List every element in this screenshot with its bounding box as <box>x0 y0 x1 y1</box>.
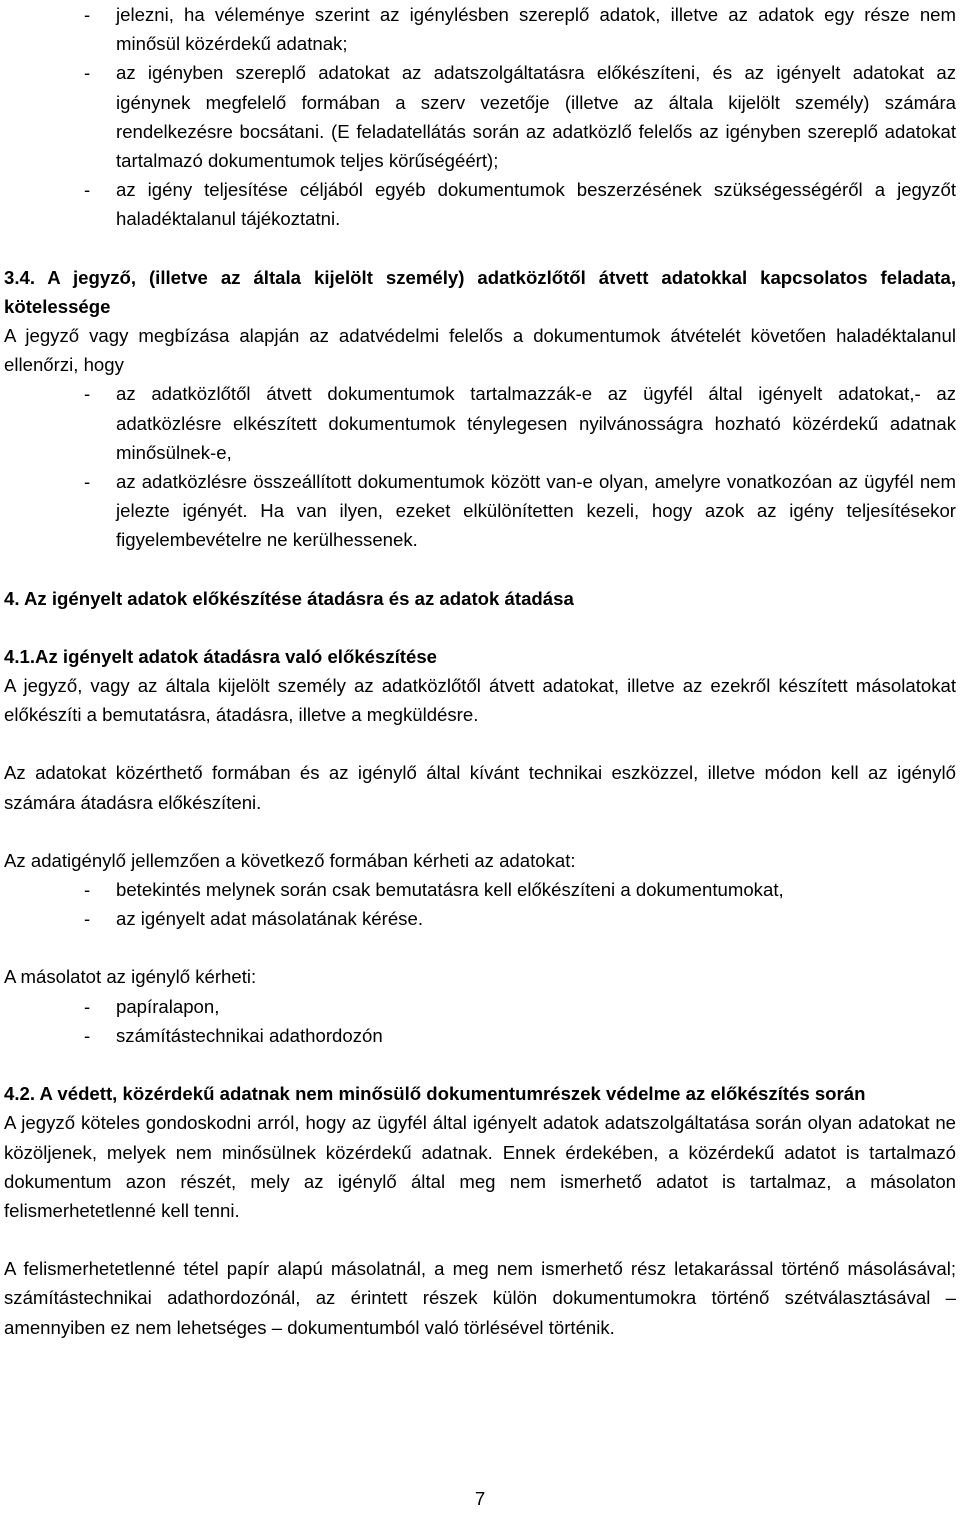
list-item-text: az igényelt adat másolatának kérése. <box>116 908 423 930</box>
list-item-text: az adatközlőtől átvett dokumentumok tartalmazzák-e az ügyfél által igényelt adatokat,- az adatközlésre elkészített dokumentumok ténylegesen nyilvánosságra hozható közérdekű adatnak minősülnek-e, <box>116 383 956 463</box>
list-dash: - <box>84 908 91 930</box>
section-4-1-para-3: Az adatigénylő jellemzően a következő formában kérheti az adatokat: <box>4 849 576 871</box>
section-heading-4-1: 4.1.Az igényelt adatok átadásra való előkészítése <box>4 645 438 667</box>
list-item-text: az adatközlésre összeállított dokumentumok között van-e olyan, amelyre vonatkozóan az ügyfél nem jelezte igényét. Ha van ilyen, ezeket elkülönítetten kezeli, hogy azok az igény teljesítésekor figyelembevételre ne kerülhessenek. <box>116 471 956 551</box>
list-item <box>4 904 956 933</box>
list-item <box>4 379 956 467</box>
section-heading-4: 4. Az igényelt adatok előkészítése átadásra és az adatok átadása <box>4 587 574 609</box>
section-3-4-intro: A jegyző vagy megbízása alapján az adatvédelmi felelős a dokumentumok átvételét követően haladéktalanul ellenőrzi, hogy <box>4 325 956 376</box>
section-heading-3-4: 3.4. A jegyző, (illetve az általa kijelölt személy) adatközlőtől átvett adatokkal kapcsolatos feladata, kötelessége <box>4 266 956 317</box>
list-item-text: betekintés melynek során csak bemutatásra kell előkészíteni a dokumentumokat, <box>116 879 784 901</box>
document-page <box>4 0 956 1342</box>
section-4-1-para-4: A másolatot az igénylő kérheti: <box>4 966 257 988</box>
list-dash: - <box>84 4 91 25</box>
list-item-text: papíralapon, <box>116 995 220 1017</box>
list-dash: - <box>84 179 91 201</box>
list-item-text: számítástechnikai adathordozón <box>116 1024 383 1046</box>
section-4-1-para-1: A jegyző, vagy az általa kijelölt személy az adatközlőtől átvett adatokat, illetve az ezekről készített másolatokat előkészíti a bemutatásra, átadásra, illetve a megküldésre. <box>4 675 956 726</box>
list-item-text: jelezni, ha véleménye szerint az igénylésben szereplő adatok, illetve az adatok egy része nem minősül közérdekű adatnak; <box>116 4 956 55</box>
section-4-2-para-1: A jegyző köteles gondoskodni arról, hogy az ügyfél által igényelt adatok adatszolgáltatása során olyan adatokat ne közöljenek, melyek nem minősülnek közérdekű adatnak. Ennek érdekében, a közérdekű adatot is tartalmazó dokumentum azon részét, mely az igénylő által meg nem ismerhető adatot is tartalmaz, a másolaton felismerhetetlenné kell tenni. <box>4 1112 956 1221</box>
list-item <box>4 58 956 175</box>
list-item <box>4 992 956 1021</box>
list-dash: - <box>84 383 91 405</box>
section-4-2-para-2: A felismerhetetlenné tétel papír alapú másolatnál, a meg nem ismerhető rész letakarással történő másolásával; számítástechnikai adathordozónál, az érintett részek külön dokumentumokra történő szétválasztásával – amennyiben ez nem lehetséges – dokumentumból való törlésével történik. <box>4 1258 956 1338</box>
page-number: 7 <box>474 1488 486 1509</box>
list-item <box>4 467 956 555</box>
list-item <box>4 1021 956 1050</box>
list-dash: - <box>84 995 91 1017</box>
list-item <box>4 175 956 233</box>
section-4-1-para-2: Az adatokat közérthető formában és az igénylő által kívánt technikai eszközzel, illetve módon kell az igénylő számára átadásra előkészíteni. <box>4 762 956 813</box>
list-dash: - <box>84 1024 91 1046</box>
list-dash: - <box>84 879 91 901</box>
section-heading-4-2: 4.2. A védett, közérdekű adatnak nem minősülő dokumentumrészek védelme az előkészítés során <box>4 1083 866 1105</box>
list-item <box>4 0 956 58</box>
list-item-text: az igény teljesítése céljából egyéb dokumentumok beszerzésének szükségességéről a jegyzőt haladéktalanul tájékoztatni. <box>116 179 956 230</box>
list-dash: - <box>84 62 91 84</box>
list-item <box>4 875 956 904</box>
list-item-text: az igényben szereplő adatokat az adatszolgáltatásra előkészíteni, és az igényelt adatokat az igénynek megfelelő formában a szerv vezetője (illetve az általa kijelölt személy) számára rendelkezésre bocsátani. (E feladatellátás során az adatközlő felelős az igényben szereplő adatokat tartalmazó dokumentumok teljes körűségéért); <box>116 62 956 172</box>
list-dash: - <box>84 471 91 493</box>
